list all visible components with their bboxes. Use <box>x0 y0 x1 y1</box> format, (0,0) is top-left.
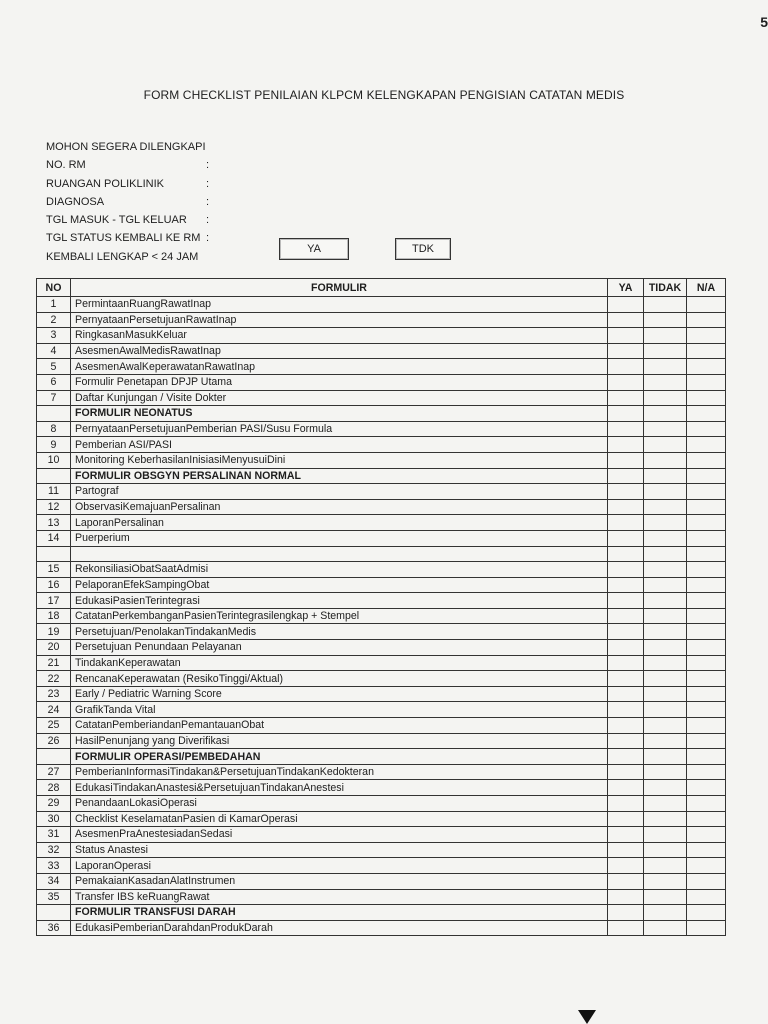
form-name: LaporanOperasi <box>71 858 608 874</box>
checklist-table <box>36 278 726 936</box>
row-number: 33 <box>37 858 71 874</box>
tidak-cell[interactable] <box>644 499 687 515</box>
form-name: AsesmenPraAnestesiadanSedasi <box>71 827 608 843</box>
na-cell[interactable] <box>687 452 726 468</box>
row-number: 9 <box>37 437 71 453</box>
na-cell[interactable] <box>687 421 726 437</box>
form-name: Daftar Kunjungan / Visite Dokter <box>71 390 608 406</box>
ya-cell[interactable] <box>608 718 644 734</box>
row-number <box>37 749 71 765</box>
row-number: 13 <box>37 515 71 531</box>
ya-cell[interactable] <box>608 624 644 640</box>
table-row <box>37 858 726 874</box>
row-number: 3 <box>37 328 71 344</box>
na-cell[interactable] <box>687 624 726 640</box>
row-number: 29 <box>37 796 71 812</box>
info-colon: : <box>206 195 210 208</box>
na-cell <box>687 749 726 765</box>
tidak-cell[interactable] <box>644 702 687 718</box>
na-cell[interactable] <box>687 671 726 687</box>
na-cell[interactable] <box>687 718 726 734</box>
tidak-cell <box>644 905 687 921</box>
row-number <box>37 468 71 484</box>
row-number: 27 <box>37 764 71 780</box>
info-row <box>46 211 210 229</box>
header-na: N/A <box>687 279 726 297</box>
na-cell[interactable] <box>687 858 726 874</box>
row-number: 22 <box>37 671 71 687</box>
ya-cell[interactable] <box>608 858 644 874</box>
row-number: 11 <box>37 484 71 500</box>
table-row <box>37 577 726 593</box>
header-ya: YA <box>608 279 644 297</box>
section-heading: FORMULIR OBSGYN PERSALINAN NORMAL <box>71 468 608 484</box>
table-row <box>37 686 726 702</box>
form-name: Early / Pediatric Warning Score <box>71 686 608 702</box>
row-number: 16 <box>37 577 71 593</box>
tidak-cell[interactable] <box>644 764 687 780</box>
ya-cell[interactable] <box>608 484 644 500</box>
table-row <box>37 764 726 780</box>
form-name: PelaporanEfekSampingObat <box>71 577 608 593</box>
tidak-cell[interactable] <box>644 796 687 812</box>
info-row <box>46 156 210 174</box>
table-row <box>37 593 726 609</box>
form-name: Partograf <box>71 484 608 500</box>
ya-cell[interactable] <box>608 780 644 796</box>
ya-cell[interactable] <box>608 437 644 453</box>
tidak-cell[interactable] <box>644 593 687 609</box>
table-row <box>37 390 726 406</box>
table-row <box>37 562 726 578</box>
row-number: 10 <box>37 452 71 468</box>
table-row <box>37 421 726 437</box>
form-name: PenandaanLokasiOperasi <box>71 796 608 812</box>
na-cell[interactable] <box>687 702 726 718</box>
row-number: 20 <box>37 640 71 656</box>
table-row <box>37 608 726 624</box>
form-name: EdukasiPasienTerintegrasi <box>71 593 608 609</box>
ya-cell <box>608 546 644 562</box>
row-number: 28 <box>37 780 71 796</box>
tidak-cell[interactable] <box>644 390 687 406</box>
row-number: 30 <box>37 811 71 827</box>
form-name: RencanaKeperawatan (ResikoTinggi/Aktual) <box>71 671 608 687</box>
ya-cell <box>608 406 644 422</box>
table-row <box>37 297 726 313</box>
info-colon: : <box>206 232 210 245</box>
table-row <box>37 889 726 905</box>
row-number: 19 <box>37 624 71 640</box>
ya-cell[interactable] <box>608 312 644 328</box>
tidak-cell[interactable] <box>644 359 687 375</box>
info-label: RUANGAN POLIKLINIK <box>46 177 164 190</box>
section-heading: FORMULIR TRANSFUSI DARAH <box>71 905 608 921</box>
tidak-cell[interactable] <box>644 297 687 313</box>
ya-cell <box>608 468 644 484</box>
section-heading: FORMULIR OPERASI/PEMBEDAHAN <box>71 749 608 765</box>
table-row <box>37 702 726 718</box>
form-name: Persetujuan Penundaan Pelayanan <box>71 640 608 656</box>
na-cell[interactable] <box>687 827 726 843</box>
na-cell[interactable] <box>687 733 726 749</box>
na-cell[interactable] <box>687 530 726 546</box>
info-row <box>46 193 210 211</box>
na-cell[interactable] <box>687 780 726 796</box>
tidak-cell[interactable] <box>644 608 687 624</box>
tdk-checkbox[interactable]: TDK <box>395 238 451 260</box>
ya-cell[interactable] <box>608 328 644 344</box>
table-row <box>37 827 726 843</box>
row-number: 21 <box>37 655 71 671</box>
row-number: 7 <box>37 390 71 406</box>
na-cell <box>687 406 726 422</box>
tidak-cell[interactable] <box>644 718 687 734</box>
tidak-cell[interactable] <box>644 640 687 656</box>
form-name: PernyataanPersetujuanRawatInap <box>71 312 608 328</box>
na-cell[interactable] <box>687 437 726 453</box>
na-cell[interactable] <box>687 593 726 609</box>
form-name: ObservasiKemajuanPersalinan <box>71 499 608 515</box>
ya-cell <box>608 749 644 765</box>
tidak-cell[interactable] <box>644 686 687 702</box>
info-row <box>46 175 210 193</box>
info-label: TGL STATUS KEMBALI KE RM <box>46 232 201 245</box>
ya-cell[interactable] <box>608 764 644 780</box>
table-row <box>37 437 726 453</box>
table-row <box>37 811 726 827</box>
form-name: CatatanPemberiandanPemantauanObat <box>71 718 608 734</box>
form-name: Status Anastesi <box>71 842 608 858</box>
ya-cell[interactable] <box>608 452 644 468</box>
ya-cell[interactable] <box>608 702 644 718</box>
ya-cell[interactable] <box>608 686 644 702</box>
ya-cell[interactable] <box>608 671 644 687</box>
form-name: PemakaianKasadanAlatInstrumen <box>71 873 608 889</box>
na-cell <box>687 905 726 921</box>
form-name: TindakanKeperawatan <box>71 655 608 671</box>
na-cell[interactable] <box>687 686 726 702</box>
table-row <box>37 780 726 796</box>
table-row <box>37 312 726 328</box>
section-row <box>37 468 726 484</box>
form-name: CatatanPerkembanganPasienTerintegrasilengkap + Stempel <box>71 608 608 624</box>
ya-cell[interactable] <box>608 390 644 406</box>
row-number: 35 <box>37 889 71 905</box>
page-corner-mark <box>578 1010 596 1024</box>
form-name: Pemberian ASI/PASI <box>71 437 608 453</box>
table-row <box>37 873 726 889</box>
na-cell[interactable] <box>687 343 726 359</box>
na-cell[interactable] <box>687 390 726 406</box>
na-cell[interactable] <box>687 640 726 656</box>
info-row <box>46 229 210 247</box>
row-number: 8 <box>37 421 71 437</box>
header-no: NO <box>37 279 71 297</box>
na-cell[interactable] <box>687 608 726 624</box>
row-number <box>37 546 71 562</box>
ya-cell[interactable] <box>608 640 644 656</box>
ya-cell[interactable] <box>608 359 644 375</box>
tidak-cell[interactable] <box>644 421 687 437</box>
tidak-cell[interactable] <box>644 530 687 546</box>
tidak-cell[interactable] <box>644 889 687 905</box>
tidak-cell[interactable] <box>644 827 687 843</box>
form-name: Formulir Penetapan DPJP Utama <box>71 374 608 390</box>
ya-cell[interactable] <box>608 655 644 671</box>
form-name: GrafikTanda Vital <box>71 702 608 718</box>
info-colon: : <box>206 159 210 172</box>
info-label: DIAGNOSA <box>46 195 105 208</box>
form-title: FORM CHECKLIST PENILAIAN KLPCM KELENGKAPAN PENGISIAN CATATAN MEDIS <box>143 88 625 102</box>
row-number: 2 <box>37 312 71 328</box>
na-cell[interactable] <box>687 374 726 390</box>
tidak-cell[interactable] <box>644 374 687 390</box>
page-number: 5 <box>760 14 768 30</box>
table-row <box>37 796 726 812</box>
row-number: 17 <box>37 593 71 609</box>
section-row <box>37 905 726 921</box>
table-row <box>37 484 726 500</box>
table-row <box>37 530 726 546</box>
form-name: Monitoring KeberhasilanInisiasiMenyusuiDini <box>71 452 608 468</box>
tidak-cell[interactable] <box>644 858 687 874</box>
na-cell[interactable] <box>687 484 726 500</box>
table-row <box>37 499 726 515</box>
na-cell[interactable] <box>687 873 726 889</box>
form-name: PemberianInformasiTindakan&PersetujuanTindakanKedokteran <box>71 764 608 780</box>
ya-cell[interactable] <box>608 297 644 313</box>
form-name: AsesmenAwalMedisRawatInap <box>71 343 608 359</box>
info-label: NO. RM <box>46 159 86 172</box>
form-name: Checklist KeselamatanPasien di KamarOperasi <box>71 811 608 827</box>
ya-cell[interactable] <box>608 515 644 531</box>
tidak-cell <box>644 468 687 484</box>
tidak-cell[interactable] <box>644 484 687 500</box>
table-header-row <box>37 279 726 297</box>
na-cell[interactable] <box>687 796 726 812</box>
table-row <box>37 655 726 671</box>
tidak-cell[interactable] <box>644 328 687 344</box>
table-row <box>37 515 726 531</box>
form-name: LaporanPersalinan <box>71 515 608 531</box>
row-number: 32 <box>37 842 71 858</box>
row-number: 1 <box>37 297 71 313</box>
tidak-cell[interactable] <box>644 577 687 593</box>
table-row <box>37 343 726 359</box>
tidak-cell[interactable] <box>644 873 687 889</box>
row-number: 18 <box>37 608 71 624</box>
tidak-cell <box>644 546 687 562</box>
info-row <box>46 138 206 156</box>
form-name: RingkasanMasukKeluar <box>71 328 608 344</box>
tidak-cell[interactable] <box>644 312 687 328</box>
ya-cell[interactable] <box>608 608 644 624</box>
ya-cell[interactable] <box>608 827 644 843</box>
table-row <box>37 733 726 749</box>
table-row <box>37 718 726 734</box>
table-row <box>37 624 726 640</box>
form-name: HasilPenunjang yang Diverifikasi <box>71 733 608 749</box>
header-tidak: TIDAK <box>644 279 687 297</box>
row-number: 4 <box>37 343 71 359</box>
patient-info-block <box>46 138 210 266</box>
table-row <box>37 671 726 687</box>
form-name: Transfer IBS keRuangRawat <box>71 889 608 905</box>
na-cell[interactable] <box>687 499 726 515</box>
table-row <box>37 359 726 375</box>
form-name: PermintaanRuangRawatInap <box>71 297 608 313</box>
table-row <box>37 920 726 936</box>
ya-cell[interactable] <box>608 577 644 593</box>
info-colon: : <box>206 214 210 227</box>
form-name: EdukasiTindakanAnastesi&PersetujuanTindakanAnestesi <box>71 780 608 796</box>
info-label: TGL MASUK - TGL KELUAR <box>46 214 187 227</box>
na-cell[interactable] <box>687 328 726 344</box>
tidak-cell[interactable] <box>644 562 687 578</box>
ya-cell[interactable] <box>608 873 644 889</box>
ya-checkbox[interactable]: YA <box>279 238 349 260</box>
section-heading <box>71 546 608 562</box>
section-heading: FORMULIR NEONATUS <box>71 406 608 422</box>
tidak-cell[interactable] <box>644 780 687 796</box>
row-number: 23 <box>37 686 71 702</box>
table-row <box>37 328 726 344</box>
na-cell[interactable] <box>687 515 726 531</box>
na-cell[interactable] <box>687 889 726 905</box>
tidak-cell[interactable] <box>644 733 687 749</box>
ya-cell[interactable] <box>608 842 644 858</box>
row-number: 5 <box>37 359 71 375</box>
row-number: 14 <box>37 530 71 546</box>
na-cell[interactable] <box>687 811 726 827</box>
na-cell[interactable] <box>687 655 726 671</box>
na-cell[interactable] <box>687 312 726 328</box>
section-row <box>37 406 726 422</box>
tidak-cell <box>644 406 687 422</box>
table-row <box>37 842 726 858</box>
info-colon: : <box>206 177 210 190</box>
na-cell <box>687 468 726 484</box>
tidak-cell[interactable] <box>644 842 687 858</box>
ya-cell[interactable] <box>608 421 644 437</box>
na-cell[interactable] <box>687 562 726 578</box>
header-formulir: FORMULIR <box>71 279 608 297</box>
ya-cell[interactable] <box>608 796 644 812</box>
row-number: 15 <box>37 562 71 578</box>
row-number: 12 <box>37 499 71 515</box>
form-name: PernyataanPersetujuanPemberian PASI/Susu Formula <box>71 421 608 437</box>
tidak-cell[interactable] <box>644 624 687 640</box>
row-number: 6 <box>37 374 71 390</box>
row-number <box>37 905 71 921</box>
form-name: RekonsiliasiObatSaatAdmisi <box>71 562 608 578</box>
tidak-cell[interactable] <box>644 452 687 468</box>
info-label: MOHON SEGERA DILENGKAPI <box>46 141 206 153</box>
form-name: Persetujuan/PenolakanTindakanMedis <box>71 624 608 640</box>
tidak-cell[interactable] <box>644 437 687 453</box>
na-cell[interactable] <box>687 920 726 936</box>
table-row <box>37 374 726 390</box>
ya-cell[interactable] <box>608 889 644 905</box>
section-row <box>37 546 726 562</box>
row-number <box>37 406 71 422</box>
ya-cell[interactable] <box>608 530 644 546</box>
na-cell[interactable] <box>687 359 726 375</box>
form-name: EdukasiPemberianDarahdanProdukDarah <box>71 920 608 936</box>
tidak-cell[interactable] <box>644 920 687 936</box>
ya-cell[interactable] <box>608 343 644 359</box>
tidak-cell <box>644 749 687 765</box>
ya-cell[interactable] <box>608 733 644 749</box>
ya-cell[interactable] <box>608 811 644 827</box>
ya-cell <box>608 905 644 921</box>
row-number: 36 <box>37 920 71 936</box>
tidak-cell[interactable] <box>644 343 687 359</box>
row-number: 31 <box>37 827 71 843</box>
row-number: 34 <box>37 873 71 889</box>
ya-cell[interactable] <box>608 374 644 390</box>
ya-cell[interactable] <box>608 920 644 936</box>
na-cell[interactable] <box>687 577 726 593</box>
ya-cell[interactable] <box>608 562 644 578</box>
info-label: KEMBALI LENGKAP < 24 JAM <box>46 250 199 263</box>
ya-cell[interactable] <box>608 499 644 515</box>
info-row <box>46 248 206 266</box>
na-cell[interactable] <box>687 297 726 313</box>
na-cell[interactable] <box>687 842 726 858</box>
na-cell <box>687 546 726 562</box>
tidak-cell[interactable] <box>644 655 687 671</box>
form-name: AsesmenAwalKeperawatanRawatInap <box>71 359 608 375</box>
table-row <box>37 640 726 656</box>
row-number: 25 <box>37 718 71 734</box>
table-row <box>37 452 726 468</box>
na-cell[interactable] <box>687 764 726 780</box>
section-row <box>37 749 726 765</box>
tidak-cell[interactable] <box>644 515 687 531</box>
form-name: Puerperium <box>71 530 608 546</box>
tidak-cell[interactable] <box>644 811 687 827</box>
tidak-cell[interactable] <box>644 671 687 687</box>
row-number: 24 <box>37 702 71 718</box>
row-number: 26 <box>37 733 71 749</box>
ya-cell[interactable] <box>608 593 644 609</box>
